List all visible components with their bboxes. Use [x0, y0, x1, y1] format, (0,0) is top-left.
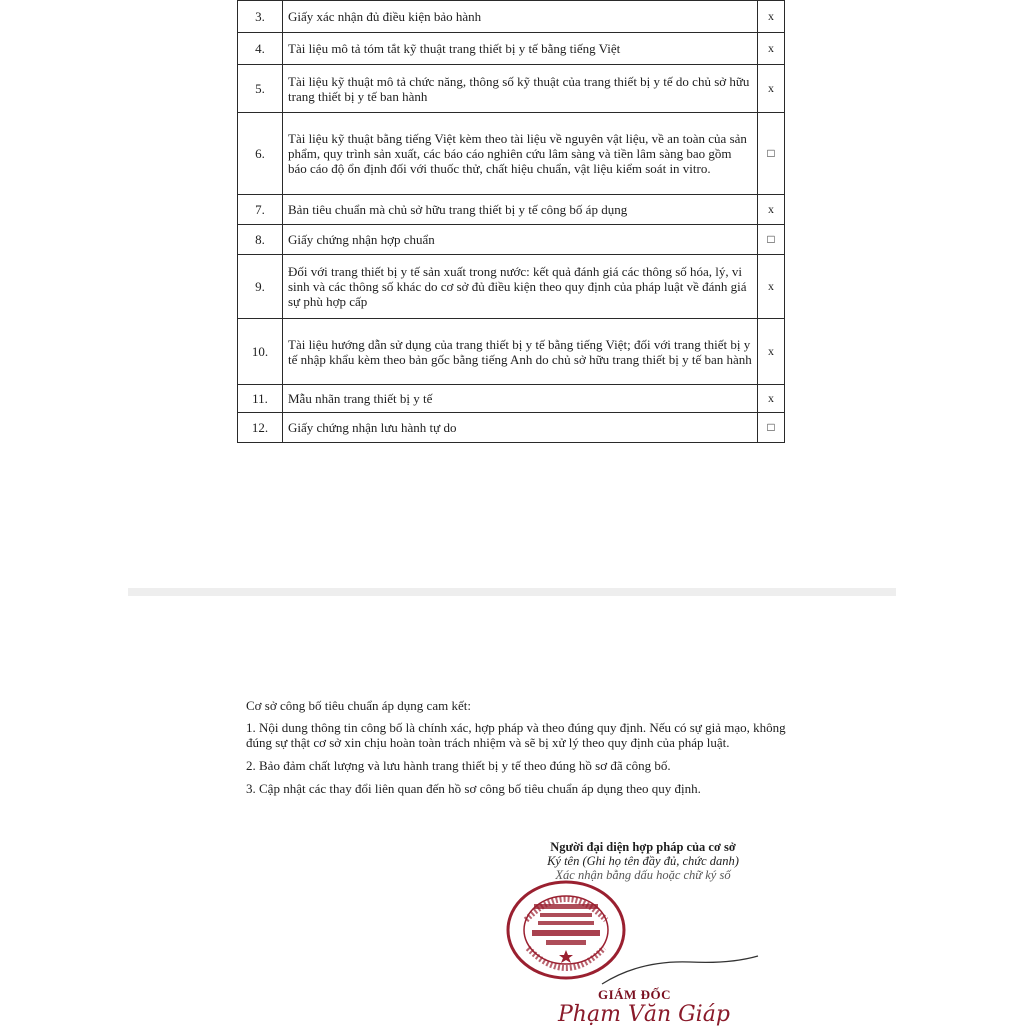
check-mark: x	[758, 33, 785, 65]
table-row	[238, 385, 785, 413]
signature-stroke	[600, 950, 760, 990]
check-mark: x	[758, 195, 785, 225]
signature-title: Người đại diện hợp pháp của cơ sở	[550, 840, 736, 854]
row-number: 12.	[238, 413, 283, 443]
table-row	[238, 1, 785, 33]
table-row	[238, 319, 785, 385]
empty-checkbox-icon: □	[758, 225, 785, 255]
document-checklist-table	[237, 0, 785, 443]
signature-block	[508, 840, 778, 882]
document-description: Giấy chứng nhận lưu hành tự do	[283, 413, 758, 443]
row-number: 3.	[238, 1, 283, 33]
check-mark: x	[758, 385, 785, 413]
check-mark: x	[758, 255, 785, 319]
check-mark: x	[758, 319, 785, 385]
row-number: 9.	[238, 255, 283, 319]
commitment-item-1: 1. Nội dung thông tin công bố là chính xác, hợp pháp và theo đúng quy định. Nếu có sự giả mạo, không đúng sự thật cơ sở xin chịu hoàn toàn trách nhiệm và sẽ bị xử lý theo quy định của pháp luật.	[246, 720, 786, 750]
table-row	[238, 413, 785, 443]
check-mark: x	[758, 1, 785, 33]
document-description: Bản tiêu chuẩn mà chủ sở hữu trang thiết bị y tế công bố áp dụng	[283, 195, 758, 225]
document-description: Mẫu nhãn trang thiết bị y tế	[283, 385, 758, 413]
row-number: 8.	[238, 225, 283, 255]
row-number: 10.	[238, 319, 283, 385]
document-description: Giấy chứng nhận hợp chuẩn	[283, 225, 758, 255]
signature-note: Ký tên (Ghi họ tên đầy đủ, chức danh)	[547, 854, 739, 868]
commitment-item-2: 2. Bảo đảm chất lượng và lưu hành trang thiết bị y tế theo đúng hồ sơ đã công bố.	[246, 758, 671, 773]
row-number: 6.	[238, 113, 283, 195]
page-divider	[128, 588, 896, 596]
director-title: GIÁM ĐỐC	[598, 987, 671, 1002]
document-description: Tài liệu mô tả tóm tắt kỹ thuật trang thiết bị y tế bằng tiếng Việt	[283, 33, 758, 65]
commitment-section	[246, 698, 806, 804]
document-description: Giấy xác nhận đủ điều kiện bảo hành	[283, 1, 758, 33]
table-row	[238, 255, 785, 319]
document-description: Tài liệu kỹ thuật mô tả chức năng, thông số kỹ thuật của trang thiết bị y tế do chủ sở hữu trang thiết bị y tế ban hành	[283, 65, 758, 113]
document-description: Tài liệu kỹ thuật bằng tiếng Việt kèm theo tài liệu về nguyên vật liệu, về an toàn của sản phẩm, quy trình sản xuất, các báo cáo nghiên cứu lâm sàng và tiền lâm sàng bao gồm báo cáo độ ổn định đối với thuốc thử, chất hiệu chuẩn, vật liệu kiểm soát in vitro.	[283, 113, 758, 195]
table-row	[238, 113, 785, 195]
signature-note-confirm: Xác nhận bằng dấu hoặc chữ ký số	[555, 868, 731, 882]
table-row	[238, 195, 785, 225]
row-number: 4.	[238, 33, 283, 65]
empty-checkbox-icon: □	[758, 113, 785, 195]
commitment-item-3: 3. Cập nhật các thay đổi liên quan đến hồ sơ công bố tiêu chuẩn áp dụng theo quy định.	[246, 781, 701, 796]
check-mark: x	[758, 65, 785, 113]
document-description: Tài liệu hướng dẫn sử dụng của trang thiết bị y tế bằng tiếng Việt; đối với trang thiết bị y tế nhập khẩu kèm theo bản gốc bằng tiếng Anh do chủ sở hữu trang thiết bị y tế ban hành	[283, 319, 758, 385]
handwritten-signature-name: Phạm Văn Giáp	[558, 1002, 730, 1027]
table-row	[238, 33, 785, 65]
table-row	[238, 65, 785, 113]
row-number: 5.	[238, 65, 283, 113]
row-number: 7.	[238, 195, 283, 225]
document-description: Đối với trang thiết bị y tế sản xuất trong nước: kết quả đánh giá các thông số hóa, lý, vi sinh và các thông số khác do cơ sở đủ điều kiện theo quy định của pháp luật về đánh giá sự phù hợp cấp	[283, 255, 758, 319]
table-row	[238, 225, 785, 255]
empty-checkbox-icon: □	[758, 413, 785, 443]
row-number: 11.	[238, 385, 283, 413]
commitment-intro: Cơ sở công bố tiêu chuẩn áp dụng cam kết:	[246, 698, 471, 713]
